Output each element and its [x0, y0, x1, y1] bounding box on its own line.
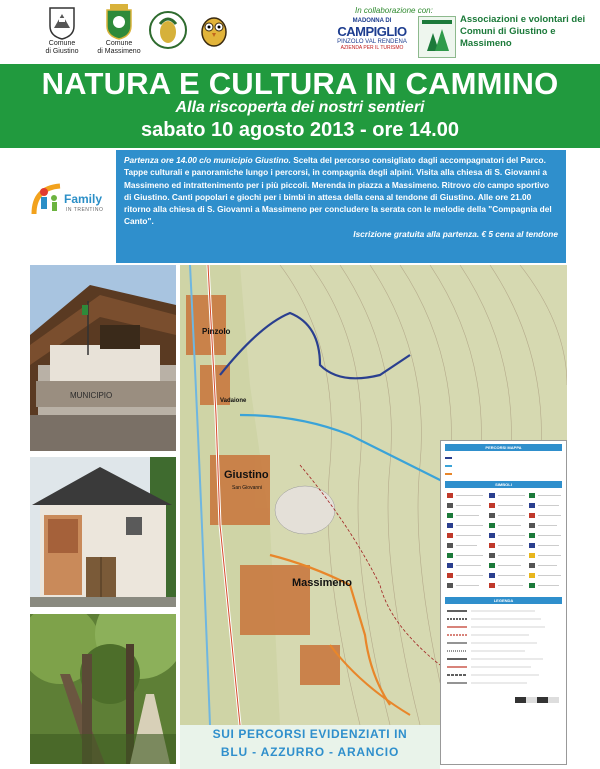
legend-lines-list: [445, 607, 564, 717]
coat-of-arms-icon: [48, 6, 76, 40]
comune-massimeno-logo: [96, 4, 142, 56]
legend-line-symbol: [445, 465, 452, 467]
legend-head-symbols: SIMBOLI: [445, 481, 562, 488]
event-subtitle: Alla riscoperta dei nostri sentieri: [175, 99, 425, 116]
gruppo-logo: [146, 10, 190, 50]
madonna-line1: MADONNA DI: [352, 18, 392, 24]
madonna-line4: AZIENDA PER IL TURISMO: [340, 45, 404, 51]
comune-giustino-caption: Comune di Giustino: [45, 40, 79, 55]
municipio-sign: MUNICIPIO: [70, 391, 113, 400]
legend-row: [445, 454, 562, 462]
bottom-routes-line2: BLU - AZZURRO - ARANCIO: [220, 745, 400, 759]
map-label-pinzolo: Pinzolo: [202, 327, 231, 336]
madonna-campiglio-logo: [328, 18, 416, 51]
association-text: Associazioni e volontari dei Comuni di Giustino e Massimeno: [460, 14, 586, 49]
municipio-building-photo: [30, 265, 176, 451]
photo-municipio-building: [30, 265, 176, 451]
legend-row: [445, 470, 562, 478]
info-body: Scelta del percorso consigliato dagli accompagnatori del Parco. Tappe culturali e panoramiche lungo i percorsi, in compagnia degli alpini. Visita alla chiesa di S. Giovanni a Massimeno ed intrattenimento per i più piccoli. Merenda in piazza a Massimeno. Ritrovo c/o campo sportivo di Giustino. Canti popolari e giochi per i bimbi in attesa della cena al tendone di Giustino. Alle ore 21.00 ritorno alla chiesa di S. Giovanni a Massimeno per concludere la serata con le melodie della "Compagnia del Canto".: [124, 155, 552, 227]
bottom-routes-line1: SUI PERCORSI EVIDENZIATI IN: [212, 727, 408, 741]
mascot-logo: [197, 10, 231, 48]
madonna-line2: CAMPIGLIO: [337, 24, 407, 39]
event-info-box: [116, 150, 566, 263]
event-title: NATURA E CULTURA IN CAMMINO: [41, 66, 559, 101]
map-label-giustino: Giustino: [224, 469, 269, 481]
info-lead: Partenza ore 14.00 c/o municipio Giustino.: [124, 155, 291, 165]
comune-massimeno-caption: Comune di Massimeno: [97, 40, 141, 55]
madonna-line3: PINZOLO VAL RENDENA: [337, 39, 407, 45]
family-in-trentino-logo: [30, 178, 110, 228]
church-photo: [30, 457, 176, 607]
family-logo-text: Family: [64, 192, 103, 206]
legend-line-symbol: [445, 473, 452, 475]
bird-emblem-icon: [148, 10, 188, 50]
comune-giustino-logo: [40, 6, 84, 56]
map-label-vadaione: Vadaione: [220, 398, 247, 404]
legend-row: [445, 462, 562, 470]
photo-chiesa-san-giovanni: [30, 457, 176, 607]
legend-head-legend: LEGENDA: [445, 597, 562, 604]
association-logo: [418, 16, 456, 58]
map-label-san-giovanni: San Giovanni: [232, 485, 263, 491]
info-registration-note: Iscrizione gratuita alla partenza. € 5 cena al tendone: [353, 228, 558, 239]
trees-icon: [419, 17, 455, 57]
owl-mascot-icon: [198, 10, 230, 48]
legend-line-symbol: [445, 457, 452, 459]
collaboration-label: In collaborazione con:: [355, 6, 433, 15]
legend-head-routes: PERCORSI MAPPA: [445, 444, 562, 451]
forest-path-photo: [30, 614, 176, 764]
coat-of-arms-icon: [104, 4, 134, 40]
map-legend: [440, 440, 567, 765]
event-date: sabato 10 agosto 2013 - ore 14.00: [141, 119, 459, 141]
family-logo-sub: IN TRENTINO: [66, 207, 104, 213]
map-label-massimeno: Massimeno: [292, 577, 352, 589]
family-figures-icon: [30, 178, 66, 222]
photo-forest-path: [30, 614, 176, 764]
